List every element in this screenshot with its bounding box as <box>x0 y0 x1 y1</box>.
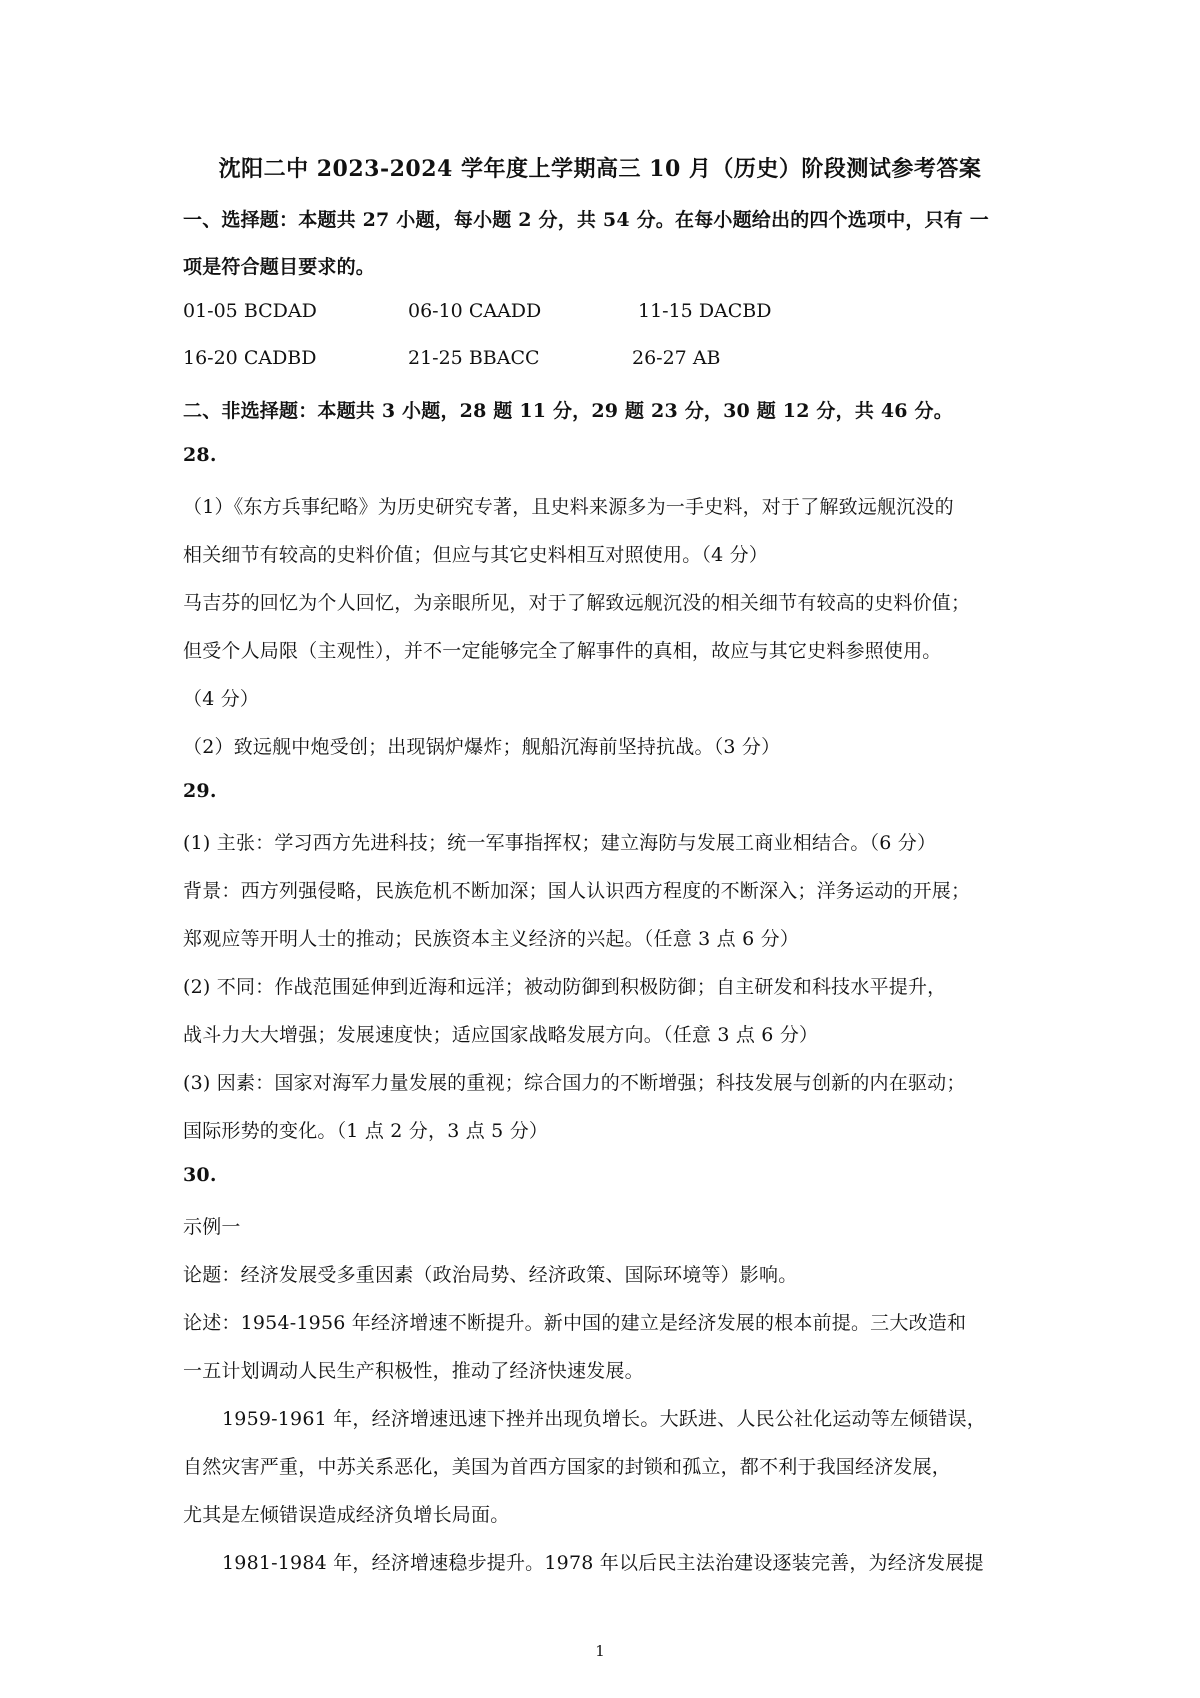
question-number: 30. <box>183 1164 217 1186</box>
answer-line: (2) 不同：作战范围延伸到近海和远洋；被动防御到积极防御；自主研发和科技水平提升， <box>183 976 947 998</box>
page-title: 沈阳二中 2023-2024 学年度上学期高三 10 月（历史）阶段测试参考答案 <box>218 156 982 182</box>
answer-line: (1) 主张：学习西方先进科技；统一军事指挥权；建立海防与发展工商业相结合。（6 分） <box>183 832 937 854</box>
question-number: 29. <box>183 780 217 802</box>
answer-line: 国际形势的变化。（1 点 2 分，3 点 5 分） <box>183 1120 549 1142</box>
answer-line: 郑观应等开明人士的推动；民族资本主义经济的兴起。（任意 3 点 6 分） <box>183 928 800 950</box>
answer-line: 尤其是左倾错误造成经济负增长局面。 <box>183 1504 510 1526</box>
answer-group: 01-05 BCDAD <box>183 300 317 322</box>
answer-line: 示例一 <box>183 1216 241 1238</box>
answer-line: 自然灾害严重，中苏关系恶化，美国为首西方国家的封锁和孤立，都不利于我国经济发展， <box>183 1456 952 1478</box>
answer-line: 背景：西方列强侵略，民族危机不断加深；国人认识西方程度的不断深入；洋务运动的开展； <box>183 880 971 902</box>
answer-group: 11-15 DACBD <box>638 300 772 322</box>
question-number: 28. <box>183 444 217 466</box>
answer-line: 论述：1954-1956 年经济增速不断提升。新中国的建立是经济发展的根本前提。三大改造和 <box>183 1312 967 1334</box>
answer-group: 06-10 CAADD <box>408 300 542 322</box>
section1-heading-line1: 一、选择题：本题共 27 小题，每小题 2 分，共 54 分。在每小题给出的四个选项中，只有 一 <box>183 209 990 231</box>
answer-line: 相关细节有较高的史料价值；但应与其它史料相互对照使用。（4 分） <box>183 544 769 566</box>
answer-group: 16-20 CADBD <box>183 347 317 369</box>
answer-line: 论题：经济发展受多重因素（政治局势、经济政策、国际环境等）影响。 <box>183 1264 798 1286</box>
section1-heading-line2: 项是符合题目要求的。 <box>183 256 376 278</box>
section2-heading: 二、非选择题：本题共 3 小题，28 题 11 分，29 题 23 分，30 题 12 分，共 46 分。 <box>183 400 953 422</box>
answer-line: 一五计划调动人民生产积极性，推动了经济快速发展。 <box>183 1360 644 1382</box>
answer-line: （2）致远舰中炮受创；出现锅炉爆炸；舰船沉海前坚持抗战。（3 分） <box>183 736 781 758</box>
answer-line: 1981-1984 年，经济增速稳步提升。1978 年以后民主法治建设逐装完善，为经济发展提 <box>222 1552 984 1574</box>
answer-line: （4 分） <box>183 688 260 710</box>
answer-line: 1959-1961 年，经济增速迅速下挫并出现负增长。大跃进、人民公社化运动等左倾错误， <box>222 1408 986 1430</box>
answer-line: 马吉芬的回忆为个人回忆，为亲眼所见，对于了解致远舰沉没的相关细节有较高的史料价值； <box>183 592 971 614</box>
answer-group: 26-27 AB <box>632 347 721 369</box>
answer-line: 战斗力大大增强；发展速度快；适应国家战略发展方向。（任意 3 点 6 分） <box>183 1024 819 1046</box>
page-number: 1 <box>595 1642 605 1660</box>
answer-line: 但受个人局限（主观性），并不一定能够完全了解事件的真相，故应与其它史料参照使用。 <box>183 640 942 662</box>
answer-line: (3) 因素：国家对海军力量发展的重视；综合国力的不断增强；科技发展与创新的内在驱动； <box>183 1072 966 1094</box>
answer-line: （1）《东方兵事纪略》为历史研究专著，且史料来源多为一手史料，对于了解致远舰沉没的 <box>183 496 954 518</box>
answer-group: 21-25 BBACC <box>408 347 540 369</box>
